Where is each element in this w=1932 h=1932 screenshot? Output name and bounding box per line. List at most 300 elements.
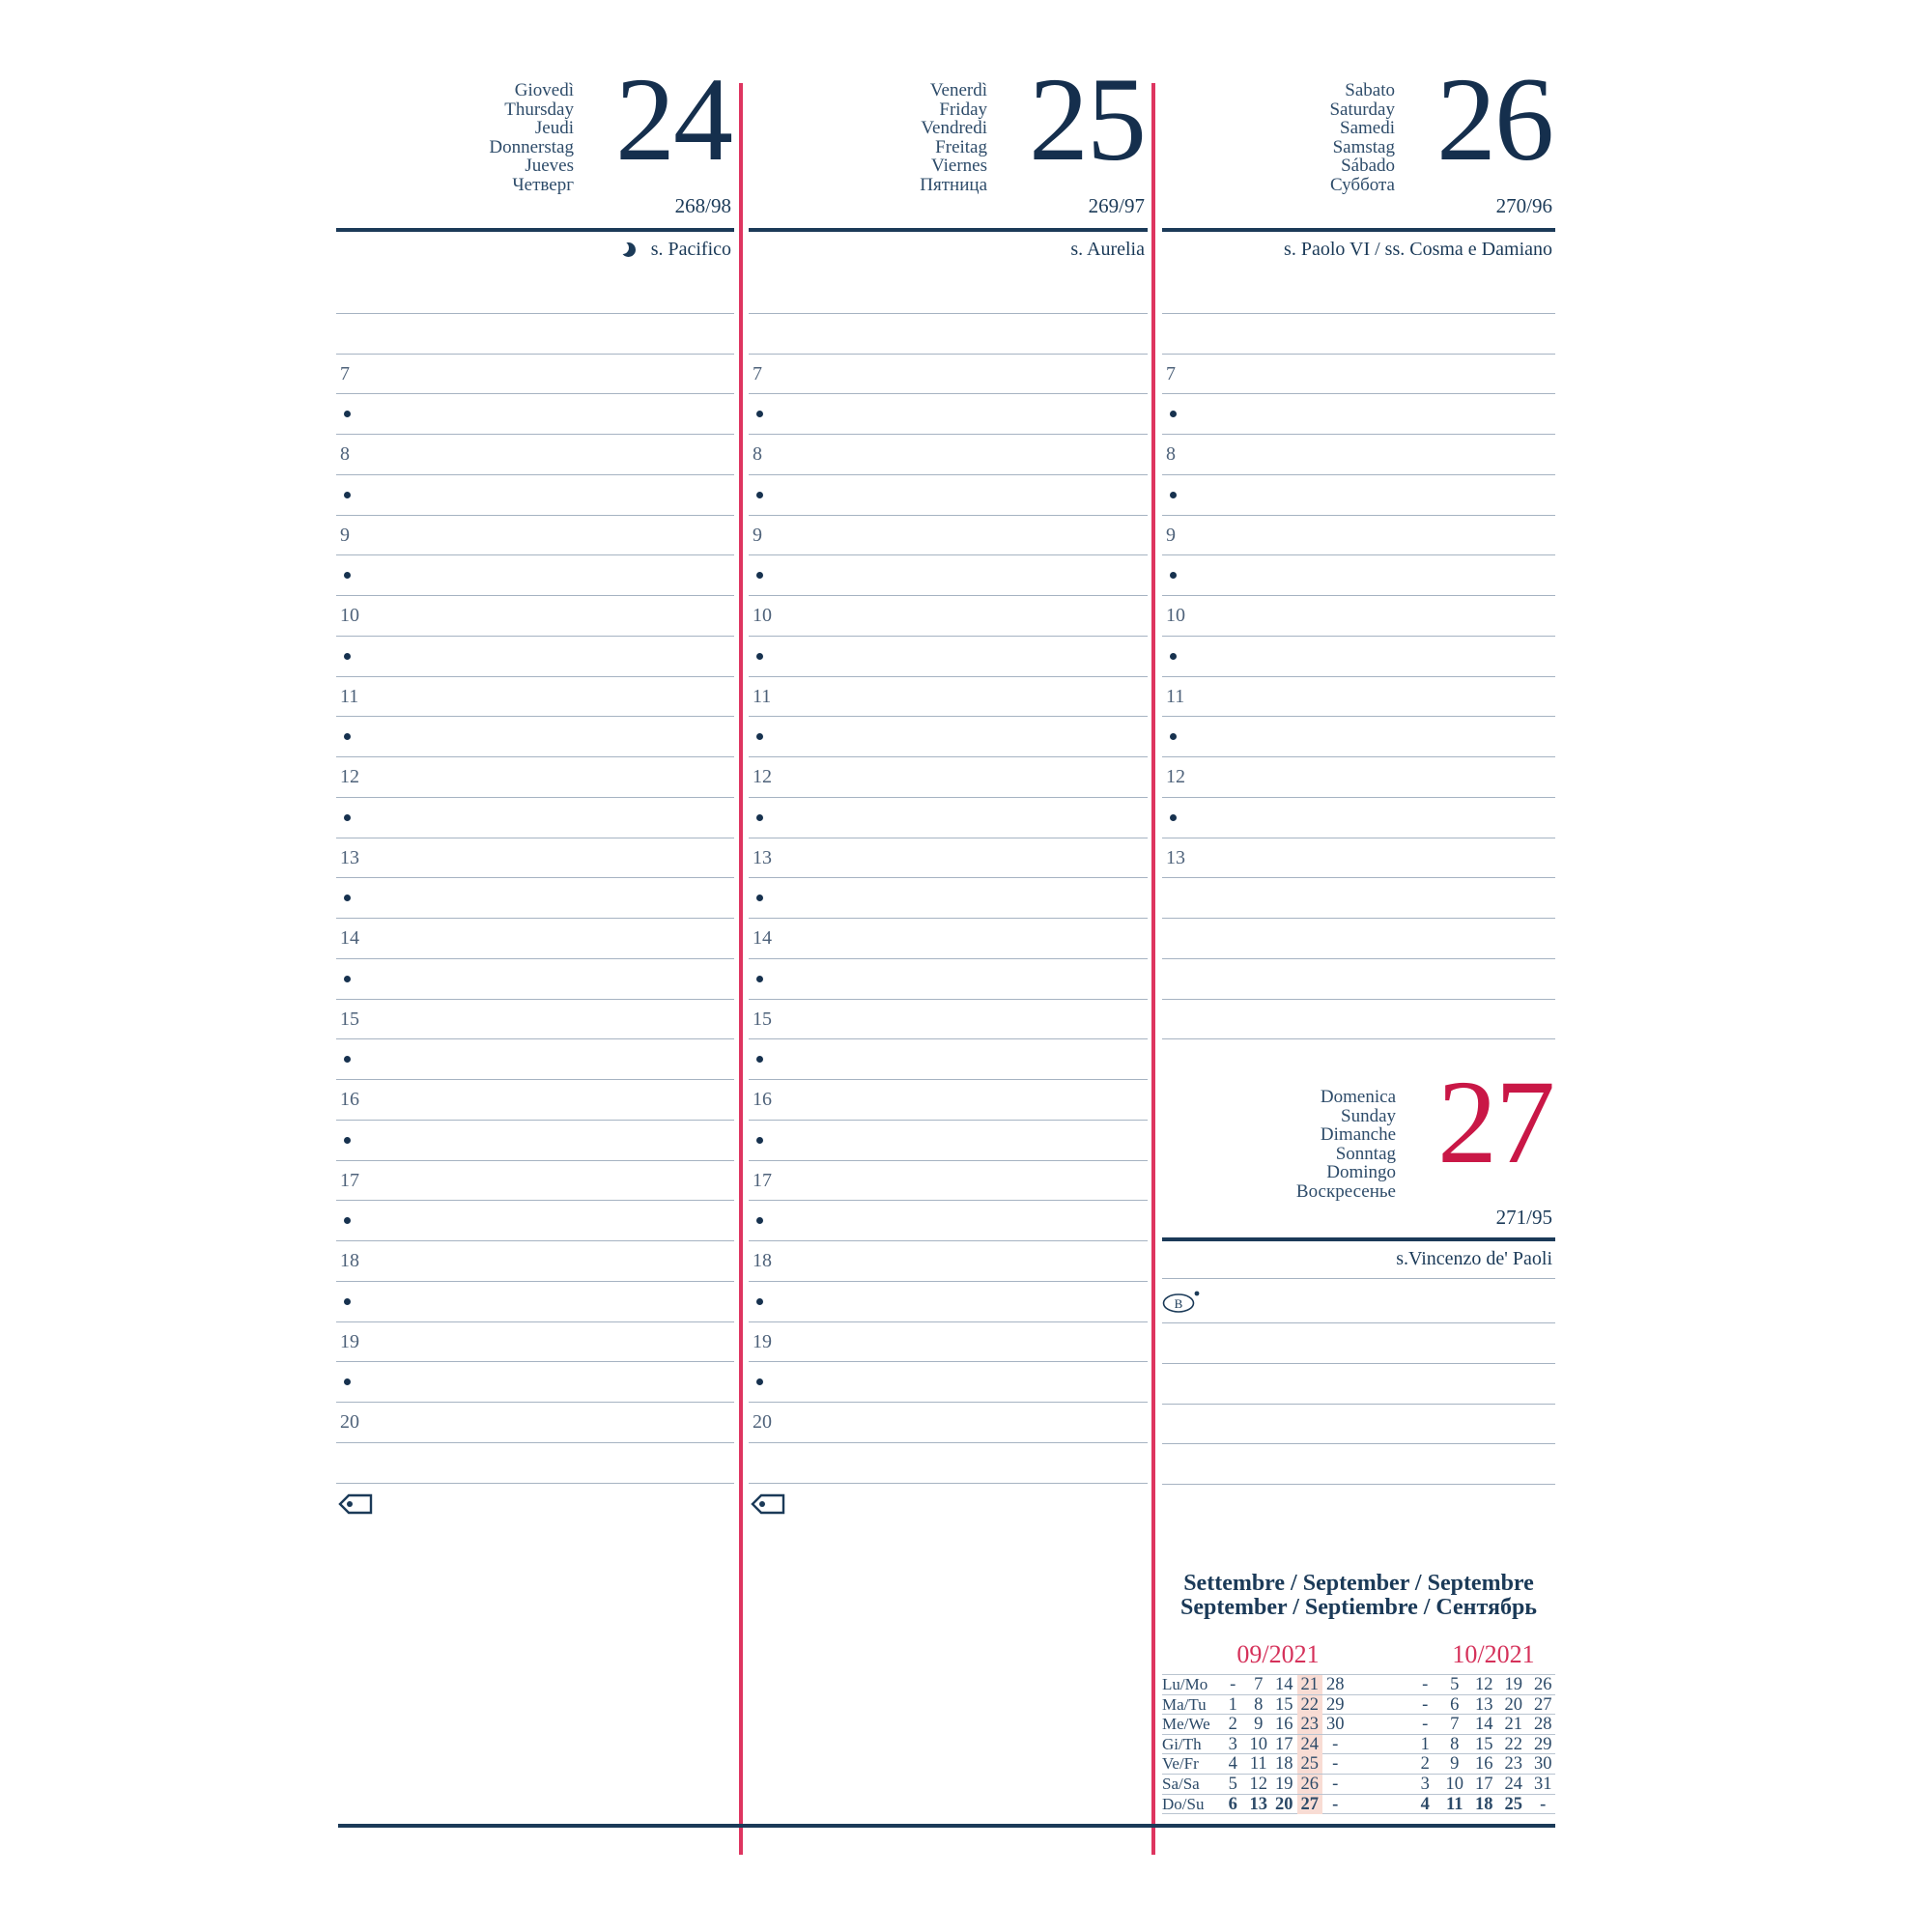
half-hour-bullet (344, 572, 351, 579)
day-number: 25 (1029, 53, 1145, 185)
half-hour-bullet (344, 411, 351, 417)
hour-row (749, 677, 1148, 718)
calendar-day-september: - (1230, 1675, 1236, 1694)
half-hour-row (336, 1282, 734, 1322)
calendar-column-spacer (1349, 1715, 1411, 1734)
saint-row (749, 235, 1145, 264)
calendar-day-october: 8 (1450, 1734, 1460, 1754)
calendar-column-spacer (1349, 1675, 1411, 1694)
calendar-day-october: 1 (1420, 1734, 1430, 1754)
hour-label: 12 (340, 766, 359, 788)
hour-row (336, 1241, 734, 1282)
calendar-row (1162, 1715, 1555, 1735)
header-rule (1162, 228, 1555, 232)
mini-calendar-table (1162, 1674, 1555, 1814)
blank-row (1162, 959, 1555, 1000)
half-hour-row (749, 1201, 1148, 1241)
calendar-day-october: 12 (1475, 1675, 1493, 1694)
hour-label: 17 (340, 1169, 359, 1191)
header-rule (749, 228, 1148, 232)
calendar-day-september: 7 (1254, 1675, 1264, 1694)
half-hour-row (749, 1282, 1148, 1322)
calendar-weekday-label: Lu/Mo (1162, 1675, 1208, 1693)
half-hour-bullet (756, 1137, 763, 1144)
hour-label: 11 (340, 685, 359, 707)
half-hour-bullet (1170, 814, 1177, 821)
half-hour-bullet (344, 1217, 351, 1224)
calendar-day-september: 13 (1249, 1794, 1267, 1814)
calendar-day-october: 18 (1475, 1794, 1493, 1814)
note-row (1162, 1323, 1555, 1364)
calendar-day-september: 21 (1297, 1675, 1323, 1694)
day-column-friday (749, 0, 1148, 1932)
day-names (489, 81, 574, 194)
calendar-column-spacer (1349, 1754, 1411, 1774)
time-slot-grid (1162, 273, 1555, 1039)
blank-row (1162, 314, 1555, 355)
time-slot-grid (336, 273, 734, 1484)
day-name: Samedi (1340, 118, 1395, 138)
calendar-day-september: 29 (1326, 1694, 1345, 1715)
half-hour-row (336, 878, 734, 919)
blank-row (1162, 878, 1555, 919)
sunday-day-names (1296, 1088, 1396, 1201)
hour-row (336, 919, 734, 959)
header-rule (336, 228, 734, 232)
sunday-day-of-year: 271/95 (1495, 1206, 1552, 1229)
day-of-year: 270/96 (1495, 194, 1552, 217)
half-hour-row (749, 637, 1148, 677)
calendar-row (1162, 1695, 1555, 1716)
day-names (1329, 81, 1395, 194)
blank-row (336, 273, 734, 314)
hour-row (749, 1241, 1148, 1282)
half-hour-row (336, 475, 734, 516)
calendar-day-october: 11 (1446, 1794, 1463, 1814)
half-hour-row (1162, 637, 1555, 677)
time-slot-grid (749, 273, 1148, 1484)
half-hour-row (336, 717, 734, 757)
blank-row (1162, 273, 1555, 314)
calendar-day-september: 5 (1228, 1774, 1237, 1794)
hour-row (336, 1080, 734, 1121)
calendar-day-october: 6 (1450, 1694, 1460, 1715)
hour-label: 10 (1166, 605, 1185, 627)
saint-row (336, 235, 731, 264)
day-number: 26 (1436, 53, 1552, 185)
half-hour-bullet (756, 653, 763, 660)
half-hour-bullet (756, 1217, 763, 1224)
half-hour-row (336, 798, 734, 838)
half-hour-row (749, 475, 1148, 516)
half-hour-row (749, 1121, 1148, 1161)
hour-label: 18 (753, 1250, 772, 1272)
red-column-divider-line (739, 83, 743, 1855)
half-hour-row (336, 1039, 734, 1080)
hour-label: 16 (340, 1089, 359, 1111)
saint-row (1162, 235, 1552, 264)
calendar-day-october: 14 (1475, 1715, 1493, 1735)
calendar-day-october: 4 (1420, 1794, 1430, 1814)
hour-row (749, 757, 1148, 798)
hour-label: 13 (753, 846, 772, 868)
calendar-day-october: 20 (1504, 1694, 1522, 1715)
mini-calendar-title (1162, 1572, 1555, 1620)
half-hour-row (1162, 475, 1555, 516)
calendar-day-october: 3 (1420, 1774, 1430, 1794)
half-hour-row (1162, 394, 1555, 435)
day-name: Jeudi (534, 118, 574, 138)
half-hour-row (749, 394, 1148, 435)
hour-label: 7 (753, 362, 762, 384)
hour-row (749, 919, 1148, 959)
day-name: Dimanche (1320, 1124, 1396, 1145)
day-column-saturday-sunday (1162, 0, 1555, 1932)
hour-row (336, 1403, 734, 1443)
calendar-day-september: 9 (1254, 1715, 1264, 1735)
half-hour-bullet (344, 976, 351, 982)
day-name: Четверг (512, 174, 574, 195)
calendar-day-september: 19 (1275, 1774, 1293, 1794)
calendar-day-september: 17 (1275, 1734, 1293, 1754)
half-hour-bullet (344, 814, 351, 821)
calendar-day-october: 16 (1475, 1754, 1493, 1775)
calendar-column-spacer (1349, 1735, 1411, 1754)
day-name: Samstag (1332, 136, 1395, 157)
page-marker-tag-icon (751, 1492, 785, 1516)
half-hour-bullet (756, 1378, 763, 1385)
day-name: Sonntag (1335, 1143, 1396, 1164)
half-hour-row (1162, 717, 1555, 757)
calendar-weekday-label: Ma/Tu (1162, 1694, 1207, 1714)
calendar-day-october: 9 (1450, 1754, 1460, 1775)
day-name: Domenica (1320, 1087, 1396, 1107)
hour-label: 10 (340, 605, 359, 627)
day-of-year: 269/97 (1088, 194, 1145, 217)
half-hour-bullet (1170, 492, 1177, 498)
half-hour-bullet (756, 976, 763, 982)
hour-label: 8 (340, 443, 350, 466)
calendar-weekday-label: Ve/Fr (1162, 1754, 1199, 1774)
half-hour-row (336, 637, 734, 677)
calendar-day-october: 17 (1475, 1774, 1493, 1794)
blank-row (749, 314, 1148, 355)
calendar-day-september: - (1332, 1734, 1339, 1754)
hour-label: 11 (1166, 685, 1185, 707)
half-hour-bullet (344, 1298, 351, 1305)
hour-label: 8 (753, 443, 762, 466)
sunday-day-number: 27 (1437, 1056, 1553, 1188)
calendar-column-spacer (1349, 1695, 1411, 1715)
note-row (1162, 1405, 1555, 1445)
day-of-year: 268/98 (674, 194, 731, 217)
saint-name: s.Vincenzo de' Paoli (1396, 1248, 1552, 1269)
half-hour-row (749, 878, 1148, 919)
hour-row (1162, 435, 1555, 475)
calendar-weekday-label: Gi/Th (1162, 1734, 1202, 1753)
calendar-day-september: 11 (1249, 1754, 1267, 1775)
mini-calendar-title-line2: September / Septiembre / Сентябрь (1179, 1595, 1537, 1620)
saint-name: s. Aurelia (1070, 238, 1145, 260)
hour-row (336, 757, 734, 798)
note-row (1162, 1279, 1555, 1324)
hour-label: 7 (340, 362, 350, 384)
calendar-day-october: 5 (1450, 1675, 1460, 1694)
hour-row (749, 596, 1148, 637)
hour-label: 13 (340, 846, 359, 868)
day-name: Giovedì (514, 80, 574, 100)
hour-label: 9 (753, 524, 762, 546)
calendar-column-spacer (1349, 1775, 1411, 1794)
calendar-weekday-label: Me/We (1162, 1715, 1210, 1734)
hour-label: 9 (1166, 524, 1176, 546)
note-row (1162, 1444, 1555, 1485)
day-name: Sabato (1345, 80, 1395, 100)
hour-row (336, 516, 734, 556)
day-name: Воскресенье (1295, 1180, 1396, 1202)
hour-row (336, 596, 734, 637)
hour-label: 17 (753, 1169, 772, 1191)
half-hour-bullet (756, 1056, 763, 1063)
calendar-day-october: 22 (1504, 1734, 1522, 1754)
calendar-row (1162, 1754, 1555, 1775)
hour-row (1162, 596, 1555, 637)
calendar-row (1162, 1775, 1555, 1795)
svg-text:B: B (1174, 1296, 1183, 1312)
calendar-day-october: 21 (1504, 1715, 1522, 1735)
day-name: Saturday (1329, 99, 1395, 120)
hour-row (749, 1161, 1148, 1202)
day-name: Domingo (1326, 1162, 1396, 1182)
blank-row (1162, 919, 1555, 959)
hour-label: 16 (753, 1089, 772, 1111)
half-hour-bullet (1170, 653, 1177, 660)
half-hour-row (749, 798, 1148, 838)
calendar-day-october: - (1422, 1675, 1429, 1694)
hour-label: 9 (340, 524, 350, 546)
saint-name: s. Pacifico (650, 238, 731, 260)
calendar-day-september: 24 (1297, 1735, 1323, 1754)
half-hour-bullet (344, 733, 351, 740)
blank-row (336, 314, 734, 355)
hour-label: 8 (1166, 443, 1176, 466)
half-hour-bullet (756, 411, 763, 417)
calendar-day-september: 3 (1228, 1734, 1237, 1754)
half-hour-bullet (344, 895, 351, 901)
day-name: Viernes (931, 156, 987, 176)
calendar-column-spacer (1349, 1795, 1411, 1814)
hour-label: 13 (1166, 846, 1185, 868)
half-hour-row (749, 1039, 1148, 1080)
hour-label: 14 (753, 927, 772, 950)
day-name: Суббота (1329, 174, 1395, 195)
hour-row (749, 355, 1148, 395)
calendar-day-october: 25 (1504, 1794, 1522, 1814)
hour-row (336, 677, 734, 718)
hour-row (336, 1161, 734, 1202)
half-hour-row (336, 1121, 734, 1161)
day-name: Vendredi (921, 118, 987, 138)
half-hour-row (336, 1362, 734, 1403)
calendar-day-october: 13 (1475, 1694, 1493, 1715)
hour-label: 19 (340, 1330, 359, 1352)
half-hour-bullet (756, 492, 763, 498)
half-hour-row (336, 1201, 734, 1241)
half-hour-bullet (1170, 733, 1177, 740)
day-name: Friday (939, 99, 987, 120)
hour-label: 11 (753, 685, 772, 707)
mini-calendar-title-line1: Settembre / September / Septembre (1183, 1571, 1534, 1596)
calendar-day-september: 30 (1326, 1715, 1345, 1735)
half-hour-row (749, 717, 1148, 757)
half-hour-bullet (756, 1298, 763, 1305)
oval-b-icon (1162, 1289, 1205, 1316)
day-name: Venerdì (929, 80, 987, 100)
calendar-day-september: - (1332, 1774, 1339, 1794)
calendar-day-october: 23 (1504, 1754, 1522, 1775)
half-hour-bullet (756, 895, 763, 901)
day-name: Sunday (1341, 1105, 1396, 1126)
page-marker-tag-icon (338, 1492, 373, 1516)
day-column-thursday (336, 0, 734, 1932)
day-name: Freitag (935, 136, 987, 157)
calendar-weekday-label: Do/Su (1162, 1794, 1205, 1813)
half-hour-row (1162, 555, 1555, 596)
half-hour-bullet (756, 814, 763, 821)
hour-row (749, 1403, 1148, 1443)
hour-row (749, 516, 1148, 556)
calendar-day-october: 31 (1534, 1774, 1552, 1794)
day-name: Donnerstag (489, 136, 574, 157)
calendar-day-october: 26 (1534, 1675, 1552, 1694)
calendar-day-october: 30 (1534, 1754, 1552, 1775)
calendar-day-september: 23 (1297, 1715, 1323, 1734)
half-hour-row (336, 555, 734, 596)
calendar-day-september: 12 (1249, 1774, 1267, 1794)
calendar-day-september: 2 (1228, 1715, 1237, 1735)
half-hour-bullet (344, 492, 351, 498)
last-quarter-moon-icon (621, 242, 636, 257)
hour-row (336, 355, 734, 395)
day-name: Thursday (504, 99, 574, 120)
sunday-saint-row (1162, 1241, 1555, 1279)
calendar-day-september: 26 (1297, 1775, 1323, 1794)
hour-label: 7 (1166, 362, 1176, 384)
calendar-day-september: - (1332, 1794, 1339, 1814)
calendar-day-september: 20 (1275, 1794, 1293, 1814)
calendar-day-october: 28 (1534, 1715, 1552, 1735)
note-row (1162, 1364, 1555, 1405)
calendar-row (1162, 1795, 1555, 1815)
day-name: Sábado (1341, 156, 1395, 176)
hour-row (1162, 677, 1555, 718)
calendar-day-september: 18 (1275, 1754, 1293, 1775)
sunday-note-grid (1162, 1279, 1555, 1486)
calendar-row (1162, 1675, 1555, 1695)
calendar-day-september: 22 (1297, 1695, 1323, 1715)
calendar-day-september: 1 (1228, 1694, 1237, 1715)
calendar-day-september: 8 (1254, 1694, 1264, 1715)
calendar-day-september: 27 (1297, 1795, 1323, 1814)
calendar-day-october: 19 (1504, 1675, 1522, 1694)
hour-label: 10 (753, 605, 772, 627)
half-hour-bullet (344, 653, 351, 660)
calendar-day-october: 24 (1504, 1774, 1522, 1794)
calendar-day-september: 15 (1275, 1694, 1293, 1715)
hour-row (749, 435, 1148, 475)
calendar-day-september: 16 (1275, 1715, 1293, 1735)
hour-row (1162, 838, 1555, 879)
calendar-day-september: 14 (1275, 1675, 1293, 1694)
saint-name: s. Paolo VI / ss. Cosma e Damiano (1284, 238, 1552, 260)
hour-label: 12 (1166, 766, 1185, 788)
day-name: Пятница (920, 174, 987, 195)
hour-row (1162, 757, 1555, 798)
hour-row (749, 1322, 1148, 1363)
calendar-day-september: 28 (1326, 1675, 1345, 1694)
hour-row (1162, 355, 1555, 395)
half-hour-bullet (756, 572, 763, 579)
half-hour-bullet (1170, 411, 1177, 417)
hour-label: 12 (753, 766, 772, 788)
calendar-day-september: 6 (1228, 1794, 1237, 1814)
hour-label: 18 (340, 1250, 359, 1272)
half-hour-bullet (1170, 572, 1177, 579)
half-hour-row (749, 959, 1148, 1000)
calendar-day-october: - (1540, 1794, 1547, 1814)
calendar-day-october: 27 (1534, 1694, 1552, 1715)
day-name: Jueves (525, 156, 574, 176)
hour-row (336, 1000, 734, 1040)
calendar-weekday-label: Sa/Sa (1162, 1774, 1200, 1793)
red-column-divider-line (1151, 83, 1155, 1855)
calendar-day-october: 2 (1420, 1754, 1430, 1775)
day-number: 24 (615, 53, 731, 185)
half-hour-bullet (344, 1137, 351, 1144)
hour-row (336, 435, 734, 475)
hour-row (1162, 516, 1555, 556)
mini-calendar-month-september: 09/2021 (1236, 1640, 1320, 1668)
half-hour-bullet (344, 1378, 351, 1385)
calendar-day-october: 7 (1450, 1715, 1460, 1735)
half-hour-row (336, 394, 734, 435)
hour-row (336, 1322, 734, 1363)
hour-row (336, 838, 734, 879)
calendar-day-october: 29 (1534, 1734, 1552, 1754)
blank-row (749, 273, 1148, 314)
blank-row (336, 1443, 734, 1484)
mini-calendar-month-october: 10/2021 (1452, 1640, 1535, 1668)
blank-row (1162, 1000, 1555, 1040)
calendar-day-october: - (1422, 1694, 1429, 1715)
half-hour-row (1162, 798, 1555, 838)
half-hour-row (749, 1362, 1148, 1403)
calendar-day-october: 10 (1445, 1774, 1463, 1794)
hour-row (749, 1000, 1148, 1040)
calendar-day-september: 10 (1249, 1734, 1267, 1754)
calendar-day-september: - (1332, 1754, 1339, 1775)
calendar-row (1162, 1735, 1555, 1755)
calendar-day-october: 15 (1475, 1734, 1493, 1754)
hour-label: 20 (753, 1411, 772, 1434)
day-names (920, 81, 987, 194)
hour-label: 15 (753, 1008, 772, 1030)
hour-label: 15 (340, 1008, 359, 1030)
calendar-day-october: - (1422, 1715, 1429, 1735)
hour-label: 14 (340, 927, 359, 950)
half-hour-row (749, 555, 1148, 596)
hour-label: 20 (340, 1411, 359, 1434)
